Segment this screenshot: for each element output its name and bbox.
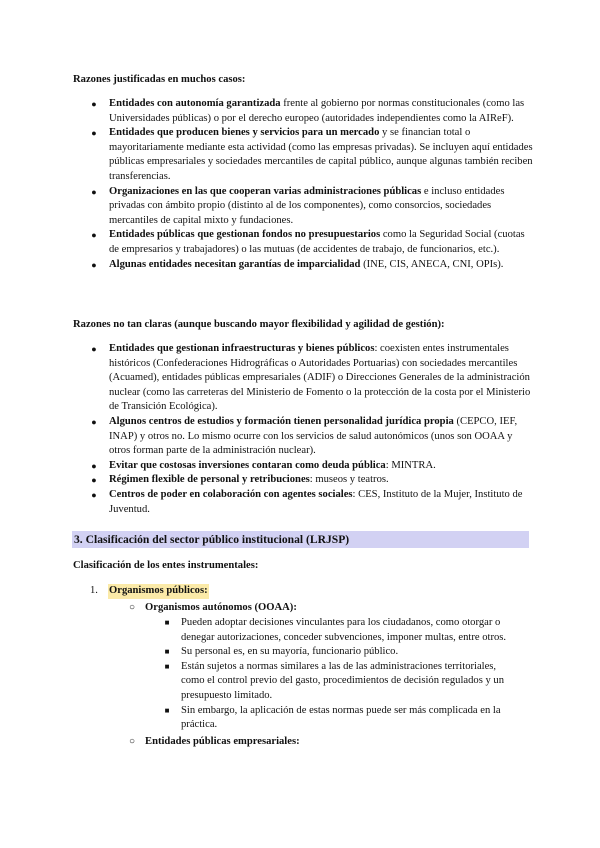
public-bodies-label: Organismos públicos: <box>108 584 209 599</box>
square-bullet-icon: ■ <box>164 661 170 671</box>
square-bullet-icon: ■ <box>164 647 170 657</box>
bullet-icon: ● <box>91 416 97 427</box>
bullet-icon: ● <box>91 344 97 354</box>
bullet-icon: ● <box>91 99 97 109</box>
square-bullet-icon: ■ <box>164 618 170 627</box>
list-item: ● Organizaciones en las que cooperan varias administraciones públicas e incluso entidades privadas con ámbito propio (distinto al de los componentes), como consorcios, sociedades mercantiles de capital mixto y fundaciones. <box>0 185 600 229</box>
list-item: ● Entidades que gestionan infraestructuras y bienes públicos: coexisten entes instrumentales históricos (Confederaciones Hidrográficas o Autoridades Portuarias) con sociedades mercantiles (Acuamed), entidades públicas empresariales (ADIF) o Direcciones Generales de la administración nuclear (como las carreteras del Ministerio de Fomento o la protección de la costa por el Ministerio de Transición Ecológica). <box>0 342 600 415</box>
circle-bullet-icon: ○ <box>129 736 136 747</box>
bullet-icon: ● <box>91 128 97 139</box>
bullet-icon: ● <box>91 475 97 486</box>
list-item: ● Régimen flexible de personal y retribuciones: museos y teatros. <box>0 473 600 488</box>
unclear-reasons-list <box>0 342 600 517</box>
list-item: ■ Sin embargo, la aplicación de estas normas puede ser más complicada en la práctica. <box>0 704 600 733</box>
public-business-entities-label: Entidades públicas empresariales: <box>145 736 300 747</box>
ooaa-details-list <box>0 616 600 733</box>
list-number: 1. <box>90 585 98 596</box>
bullet-icon: ● <box>91 186 97 197</box>
list-item: ● Centros de poder en colaboración con agentes sociales: CES, Instituto de la Mujer, Instituto de Juventud. <box>0 488 600 517</box>
list-item: ● Entidades que producen bienes y servicios para un mercado y se financian total o mayoritariamente mediante esta actividad (como las empresas privadas). Se incluyen aquí entidades públicas empresariales y sociedades mercantiles de capital público, aunque algunas también reciben transferencias. <box>0 126 600 184</box>
justified-reasons-list <box>0 97 600 272</box>
bullet-icon: ● <box>91 230 97 241</box>
list-item: ● Algunas entidades necesitan garantías de imparcialidad (INE, CIS, ANECA, CNI, OPIs). <box>0 258 600 273</box>
list-item: ● Evitar que costosas inversiones contaran como deuda pública: MINTRA. <box>0 459 600 474</box>
list-item: ● Entidades públicas que gestionan fondos no presupuestarios como la Seguridad Social (cuotas de empresarios y trabajadores) o las mutuas (de accidentes de trabajo, de funcionarios, etc.). <box>0 228 600 257</box>
bullet-icon: ● <box>91 259 97 270</box>
section-heading-justified-reasons: Razones justificadas en muchos casos: <box>73 74 246 85</box>
square-bullet-icon: ■ <box>164 705 170 715</box>
list-item: ■ Pueden adoptar decisiones vinculantes para los ciudadanos, como otorgar o denegar autorizaciones, conceder subvenciones, imponer multas, entre otros. <box>0 616 600 645</box>
subheading-instrumental-entities: Clasificación de los entes instrumentales: <box>73 560 259 571</box>
list-item: ● Algunos centros de estudios y formación tienen personalidad jurídica propia (CEPCO, IEF, INAP) y otros no. Lo mismo ocurre con los servicios de salud autonómicos (unos son OOAA y otros forman parte de la administración nuclear). <box>0 415 600 459</box>
section-heading-unclear-reasons: Razones no tan claras (aunque buscando mayor flexibilidad y agilidad de gestión): <box>73 319 445 330</box>
list-item: ■ Están sujetos a normas similares a las de las administraciones territoriales, como el control previo del gasto, procedimientos de decisión regulados y un presupuesto limitado. <box>0 660 600 704</box>
bullet-icon: ● <box>91 489 97 500</box>
circle-bullet-icon: ○ <box>129 602 136 613</box>
bullet-icon: ● <box>91 460 97 471</box>
section-title-classification: 3. Clasificación del sector público institucional (LRJSP) <box>72 531 529 548</box>
ooaa-label: Organismos autónomos (OOAA): <box>145 602 297 613</box>
list-item: ● Entidades con autonomía garantizada frente al gobierno por normas constitucionales (como las Universidades públicas) o por el derecho europeo (autoridades independientes como la AIReF). <box>0 97 600 126</box>
list-item: ■ Su personal es, en su mayoría, funcionario público. <box>0 645 600 660</box>
